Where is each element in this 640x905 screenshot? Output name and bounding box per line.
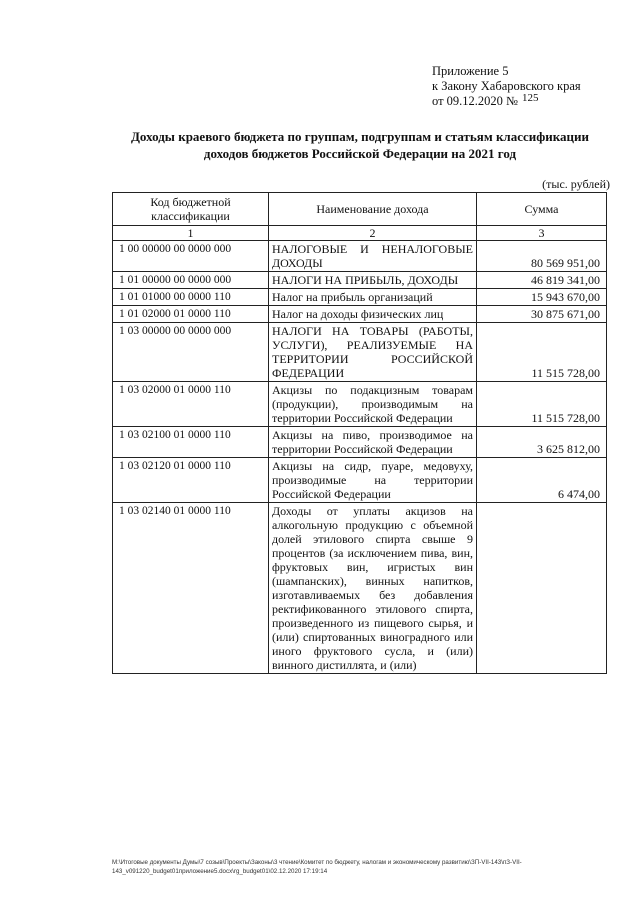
table-row: [113, 306, 607, 323]
file-path-footer: [112, 858, 612, 876]
document-title: [100, 128, 620, 162]
table-row: [113, 458, 607, 503]
table-row: [113, 272, 607, 289]
revenue-table: [112, 192, 607, 674]
table-index-row: [113, 226, 607, 241]
row-name: Акцизы на сидр, пуаре, медовуху, производимые на территории Российской Федерации: [269, 458, 477, 503]
row-sum: 15 943 670,00: [477, 289, 607, 306]
header-sum: Сумма: [477, 193, 607, 226]
index-3: 3: [477, 226, 607, 241]
appendix-line-1: Приложение 5: [432, 64, 509, 78]
table-row: [113, 503, 607, 674]
header-name: Наименование дохода: [269, 193, 477, 226]
table-row: [113, 289, 607, 306]
appendix-line-3: [432, 94, 622, 110]
row-name: Акцизы по подакцизным товарам (продукции), производимым на территории Российской Федерации: [269, 382, 477, 427]
row-sum: 11 515 728,00: [477, 323, 607, 382]
header-code: Код бюджетной классификации: [113, 193, 269, 226]
table-header-row: [113, 193, 607, 226]
appendix-date: от 09.12.2020 №: [432, 94, 518, 108]
row-sum: 30 875 671,00: [477, 306, 607, 323]
row-name: НАЛОГИ НА ТОВАРЫ (РАБОТЫ, УСЛУГИ), РЕАЛИЗУЕМЫЕ НА ТЕРРИТОРИИ РОССИЙСКОЙ ФЕДЕРАЦИИ: [269, 323, 477, 382]
row-sum: 46 819 341,00: [477, 272, 607, 289]
table-row: [113, 382, 607, 427]
row-name: Доходы от уплаты акцизов на алкогольную продукцию с объемной долей этилового спирта свыше 9 процентов (за исключением пива, вин, фруктовых вин, игристых вин (шампанских), винных напитков, изготавливаемых без добавления ректификованного этилового спирта, произведенного из пищевого сырья, и (или) спиртованных виноградного или иного фруктового сусла, и (или) винного дистиллята, и (или): [269, 503, 477, 674]
row-name: Налог на прибыль организаций: [269, 289, 477, 306]
table-row: [113, 241, 607, 272]
row-name: НАЛОГОВЫЕ И НЕНАЛОГОВЫЕ ДОХОДЫ: [269, 241, 477, 272]
footer-line-2: 143_v091220_budget01приложение5.docx\rg_budget01\02.12.2020 17:19:14: [112, 868, 328, 875]
row-name: Акцизы на пиво, производимое на территории Российской Федерации: [269, 427, 477, 458]
row-code: 1 03 02140 01 0000 110: [113, 503, 269, 674]
row-code: 1 01 01000 00 0000 110: [113, 289, 269, 306]
table-row: [113, 427, 607, 458]
appendix-block: [432, 64, 622, 110]
row-code: 1 00 00000 00 0000 000: [113, 241, 269, 272]
row-code: 1 03 02100 01 0000 110: [113, 427, 269, 458]
row-sum: 6 474,00: [477, 458, 607, 503]
row-code: 1 03 02120 01 0000 110: [113, 458, 269, 503]
footer-line-1: M:\Итоговые документы Думы\7 созыв\Проекты\Законы\3 чтение\Комитет по бюджету, налогам и экономическому развитию\ЗП-VII-143\пЗ-VII-: [112, 859, 522, 866]
row-sum: 11 515 728,00: [477, 382, 607, 427]
appendix-line-2: к Закону Хабаровского края: [432, 79, 581, 93]
row-code: 1 01 02000 01 0000 110: [113, 306, 269, 323]
title-line-1: Доходы краевого бюджета по группам, подгруппам и статьям классификации: [130, 129, 590, 144]
row-sum: 80 569 951,00: [477, 241, 607, 272]
row-code: 1 01 00000 00 0000 000: [113, 272, 269, 289]
title-line-2: доходов бюджетов Российской Федерации на 2021 год: [203, 146, 517, 161]
row-code: 1 03 02000 01 0000 110: [113, 382, 269, 427]
row-sum: [477, 503, 607, 674]
table-row: [113, 323, 607, 382]
row-name: Налог на доходы физических лиц: [269, 306, 477, 323]
row-code: 1 03 00000 00 0000 000: [113, 323, 269, 382]
appendix-number: 125: [521, 92, 539, 104]
units-label: (тыс. рублей): [542, 177, 610, 191]
row-name: НАЛОГИ НА ПРИБЫЛЬ, ДОХОДЫ: [269, 272, 477, 289]
row-sum: 3 625 812,00: [477, 427, 607, 458]
index-1: 1: [113, 226, 269, 241]
index-2: 2: [269, 226, 477, 241]
